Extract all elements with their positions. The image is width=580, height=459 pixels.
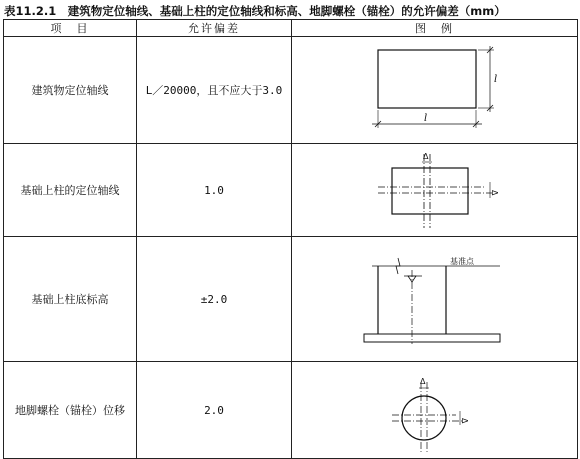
row-item: 基础上柱底标高 xyxy=(4,237,137,362)
delta-top: Δ xyxy=(419,377,425,386)
header-item: 项 目 xyxy=(4,20,137,37)
header-tolerance: 允许偏差 xyxy=(137,20,292,37)
delta-top: Δ xyxy=(422,152,428,161)
row-tolerance: ±2.0 xyxy=(137,237,292,362)
row-figure xyxy=(292,37,578,144)
table-row xyxy=(4,37,578,144)
anchor-bolt-diagram xyxy=(360,366,510,454)
axis-rectangle-diagram xyxy=(360,42,510,138)
row-tolerance: 1.0 xyxy=(137,144,292,237)
delta-right: Δ xyxy=(459,418,469,424)
datum-label: 基准点 xyxy=(449,257,474,266)
table-row xyxy=(4,144,578,237)
row-tolerance: L／20000，且不应大于3.0 xyxy=(137,37,292,144)
table-row xyxy=(4,237,578,362)
row-item: 建筑物定位轴线 xyxy=(4,37,137,144)
row-item: 地脚螺栓（锚栓）位移 xyxy=(4,362,137,459)
header-figure: 图 例 xyxy=(292,20,578,37)
row-figure xyxy=(292,144,578,237)
table-row xyxy=(4,362,578,459)
row-figure xyxy=(292,237,578,362)
row-item: 基础上柱的定位轴线 xyxy=(4,144,137,237)
column-base-elevation-diagram xyxy=(350,244,520,354)
tolerance-table xyxy=(3,19,578,459)
table-title: 表11.2.1 建筑物定位轴线、基础上柱的定位轴线和标高、地脚螺栓（锚栓）的允许偏差（mm） xyxy=(4,4,506,18)
row-tolerance: 2.0 xyxy=(137,362,292,459)
header-row xyxy=(4,20,578,37)
row-figure xyxy=(292,362,578,459)
dim-label-right: l xyxy=(493,74,497,85)
delta-right: Δ xyxy=(489,190,499,196)
column-axis-diagram xyxy=(360,148,510,232)
dim-label-bottom: l xyxy=(423,113,427,124)
